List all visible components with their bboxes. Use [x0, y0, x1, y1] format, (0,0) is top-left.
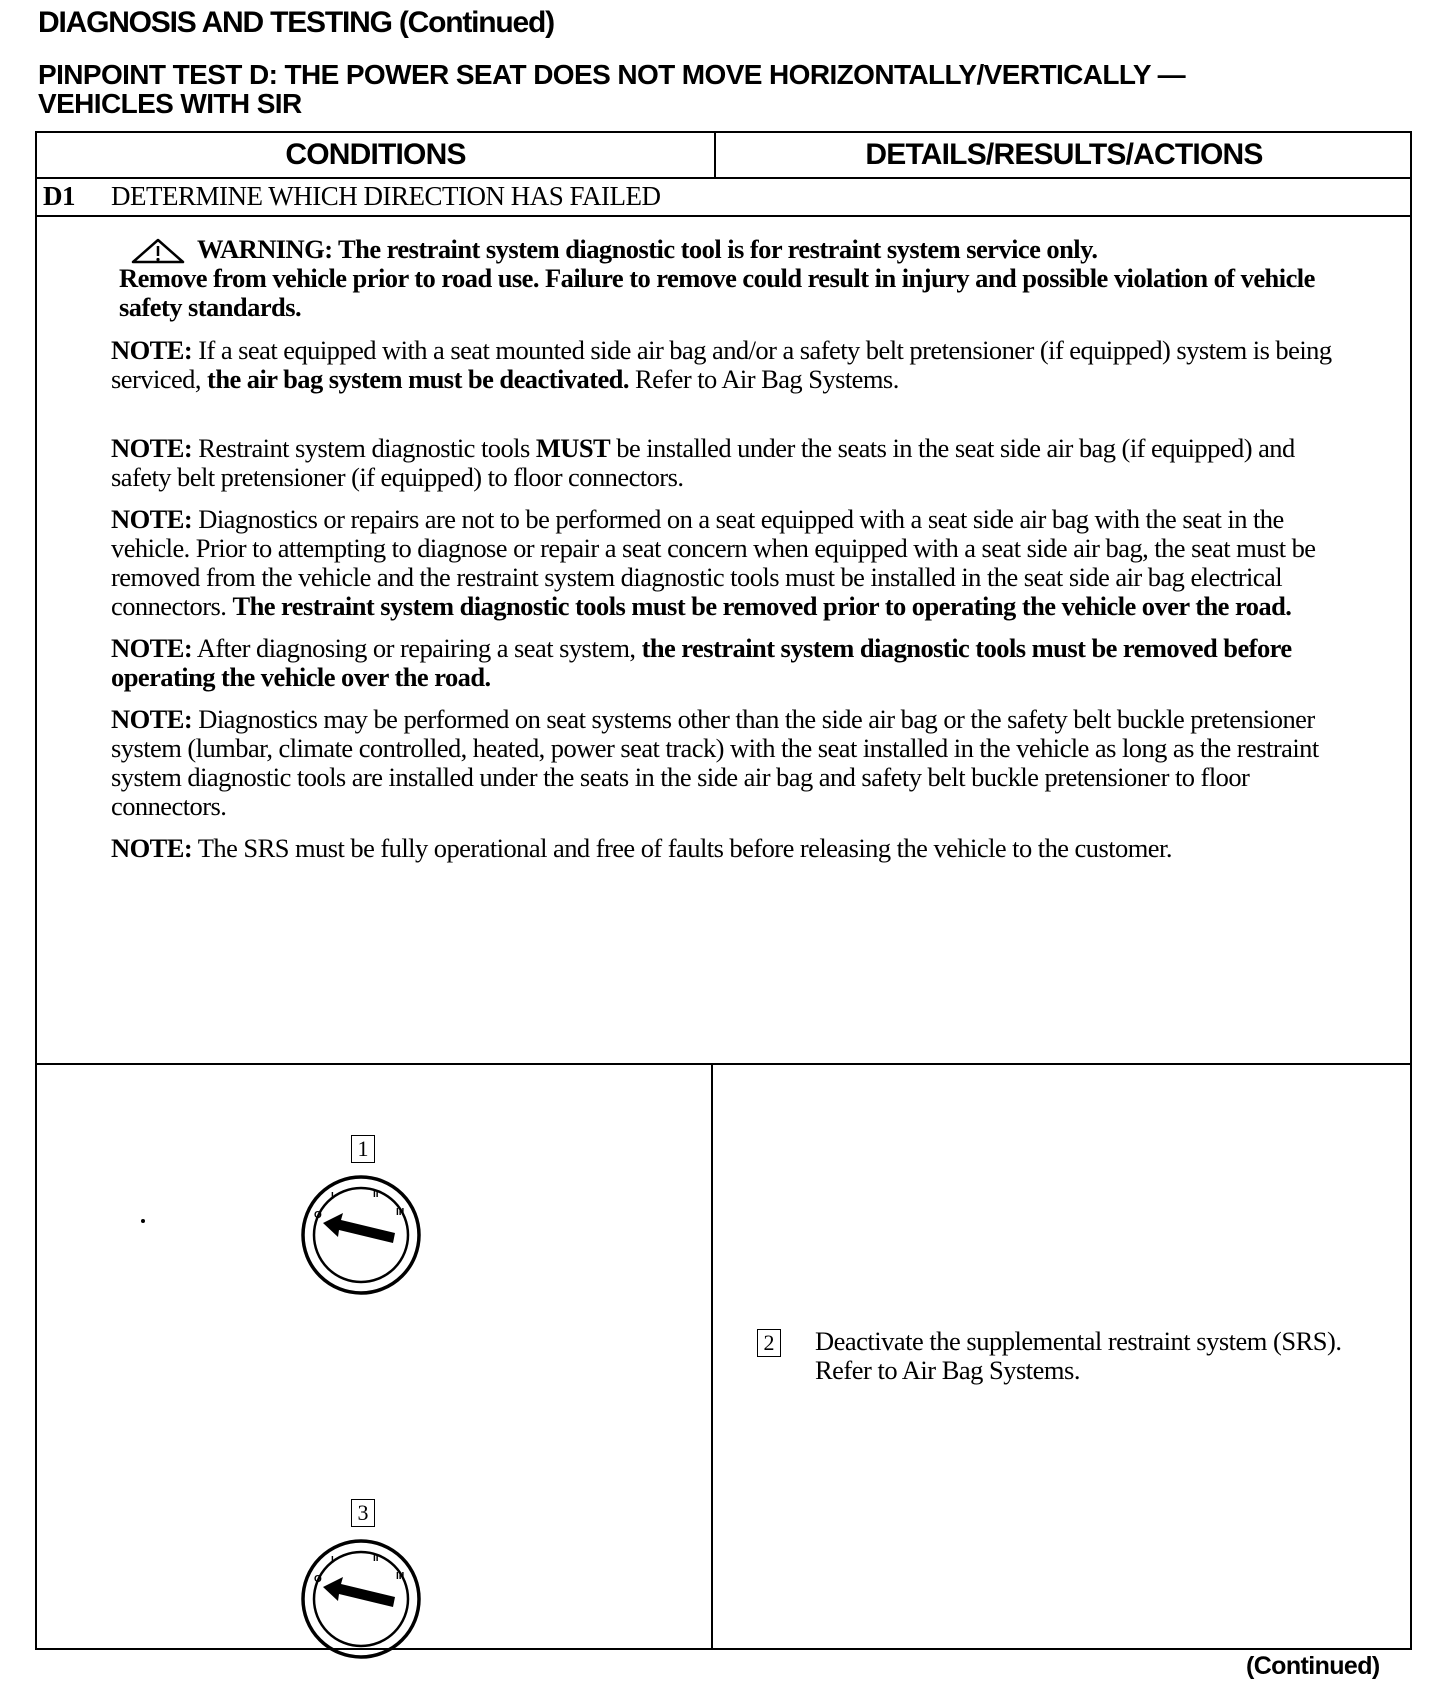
svg-text:O: O — [314, 1574, 322, 1585]
svg-text:I: I — [331, 1555, 334, 1566]
note-tools-installed: NOTE: Restraint system diagnostic tools MUST be installed under the seats in the seat side air bag (if equipped) and safety belt pretensioner (if equipped) to floor connectors. — [111, 433, 1295, 492]
note-after-repair: NOTE: After diagnosing or repairing a seat system, the restraint system diagnostic tools must be removed before operating the vehicle over the road. — [111, 633, 1292, 692]
svg-text:I: I — [331, 1191, 334, 1202]
svg-text:O: O — [314, 1210, 322, 1221]
note-seat-removal: NOTE: Diagnostics or repairs are not to be performed on a seat equipped with a seat side air bag with the seat in the vehicle. Prior to attempting to diagnose or repair a seat concern when equipped with a seat side air bag, the seat must be removed from the vehicle and the restraint system diagnostic tools must be installed in the seat side air bag electrical connectors. The restraint system diagnostic tools must be removed prior to operating the vehicle over the road. — [111, 504, 1316, 621]
test-title-line-1: PINPOINT TEST D: THE POWER SEAT DOES NOT MOVE HORIZONTALLY/VERTICALLY — — [38, 59, 1185, 90]
test-title-line-2: VEHICLES WITH SIR — [38, 88, 302, 119]
svg-text:III: III — [396, 1207, 405, 1218]
details-column-header: DETAILS/RESULTS/ACTIONS — [865, 138, 1263, 171]
warning-text-rest: Remove from vehicle prior to road use. Failure to remove could result in injury and possible violation of vehicle safety standards. — [119, 263, 1315, 322]
procedure-row — [37, 1065, 1410, 1650]
callout-3: 3 — [351, 1499, 375, 1527]
section-title: DIAGNOSIS AND TESTING (Continued) — [38, 6, 554, 39]
svg-text:II: II — [373, 1189, 379, 1200]
step-divider — [37, 215, 1410, 217]
ignition-switch-icon — [299, 1537, 423, 1661]
pinpoint-test-title — [38, 60, 1418, 118]
step-title: DETERMINE WHICH DIRECTION HAS FAILED — [111, 181, 661, 211]
warning-block — [111, 235, 1351, 322]
conditions-column-header: CONDITIONS — [37, 133, 716, 177]
warning-triangle-icon — [129, 237, 187, 265]
step-id: D1 — [43, 181, 75, 211]
callout-1: 1 — [351, 1135, 375, 1163]
note-other-systems: NOTE: Diagnostics may be performed on seat systems other than the side air bag or the safety belt buckle pretensioner system (lumbar, climate controlled, heated, power seat track) with the seat installed in the vehicle as long as the restraint system diagnostic tools are installed under the seats in the side air bag and safety belt buckle pretensioner to floor connectors. — [111, 704, 1319, 821]
svg-text:II: II — [373, 1553, 379, 1564]
notes-block — [111, 235, 1351, 876]
note-airbag-deactivate: NOTE: If a seat equipped with a seat mounted side air bag and/or a safety belt pretensioner (if equipped) system is being serviced, the air bag system must be deactivated. Refer to Air Bag Systems. — [111, 335, 1332, 394]
step-row-d1 — [37, 179, 1410, 215]
callout-2: 2 — [757, 1329, 781, 1357]
ignition-switch-icon — [299, 1173, 423, 1297]
continued-label: (Continued) — [1246, 1652, 1380, 1680]
action-step-2-text: Deactivate the supplemental restraint system (SRS). Refer to Air Bag Systems. — [815, 1326, 1342, 1385]
procedure-column-divider — [711, 1065, 713, 1650]
pinpoint-test-table — [35, 131, 1412, 1650]
note-srs-operational: NOTE: The SRS must be fully operational and free of faults before releasing the vehicle to the customer. — [111, 833, 1172, 863]
warning-text-line-1: WARNING: The restraint system diagnostic tool is for restraint system service only. — [197, 234, 1098, 264]
svg-text:III: III — [396, 1571, 405, 1582]
stray-mark — [141, 1219, 145, 1223]
